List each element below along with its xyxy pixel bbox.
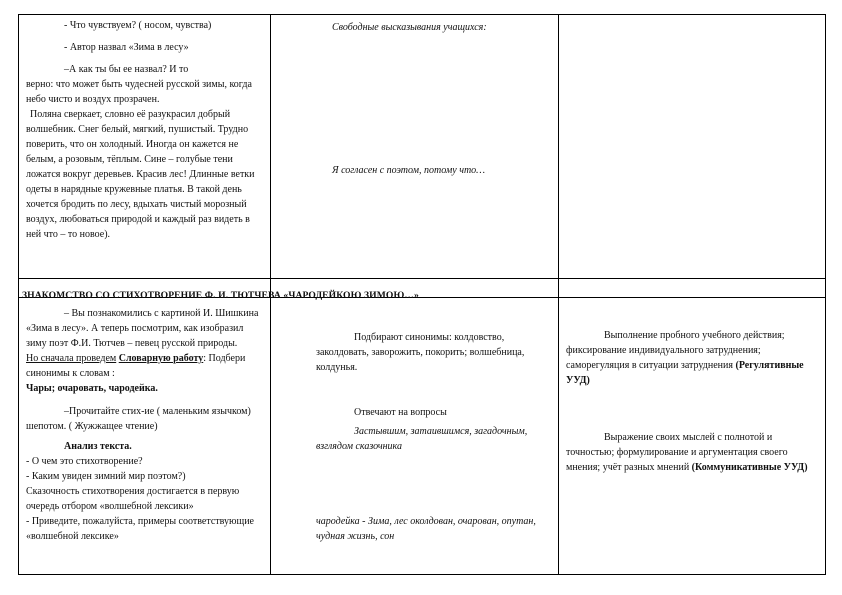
table-border-right: [825, 14, 826, 575]
uud-regulatory-text: [566, 328, 818, 388]
table-border-bottom: [18, 574, 826, 575]
row1-teacher-cell: [26, 18, 262, 242]
students-agree-statement: Я согласен с поэтом, потому что…: [332, 165, 486, 176]
vocab-intro: Но сначала проведем: [26, 353, 117, 364]
uud-communicative-desc: Выражение своих мыслей с полнотой и точностью; формулирование и аргументация своего мнения; учёт разных мнений: [566, 432, 788, 473]
students-answer: Застывшим, затаившимся, загадочным, взглядом сказочника: [316, 426, 528, 452]
teacher-forest-description: Полянa сверкает, словно её разукрасил добрый волшебник. Снег белый, мягкий, пушистый. Трудно поверить, что он холодный. Иногда он кажется не белым, а розовым, тёплым. Сине – голубые тени ложатся вокруг деревьев. Красив лес! Длинные ветки одеты в нарядные кружевные платья. В такой день хочется бродить по лесу, вдыхать чистый морозный воздух, любоваться природой и каждый раз видеть в ней что – то новое).: [26, 109, 255, 240]
row1-students-cell: [294, 20, 544, 178]
students-lexicon-examples: чародейка - Зима, лес околдован, очарован, опутан, чудная жизнь, сон: [316, 516, 536, 542]
vocab-instruction: : Подбери синонимы к словам :: [26, 353, 246, 379]
teacher-winter-text: верно: что может быть чудесней русской зимы, когда небо чисто и воздух прозрачен.: [26, 79, 252, 105]
row-divider-top: [18, 278, 826, 279]
teacher-vocab-words: Чары; очаровать, чародейка.: [26, 383, 158, 394]
uud-regulatory-tag: (Регулятивные УУД): [566, 360, 804, 386]
lesson-plan-table: [18, 14, 826, 575]
teacher-analysis-title: Анализ текста.: [64, 441, 132, 452]
students-synonyms: Подбирают синонимы: колдовство, заколдовать, заворожить, покорить; волшебница, колдунья.: [316, 332, 525, 373]
uud-communicative-tag: (Коммуникативные УУД): [691, 462, 808, 473]
section-title: ЗНАКОМСТВО СО СТИХОТВОРЕНИЕ Ф. И. ТЮТЧЕВА «ЧАРОДЕЙКОЮ ЗИМОЮ…»: [22, 290, 419, 301]
teacher-question-feelings: - Что чувствуем? ( носом, чувства): [64, 20, 212, 31]
teacher-question-world: - Каким увиден зимний мир поэтом?): [26, 471, 186, 482]
row2-teacher-cell: [26, 306, 264, 544]
column-divider-2: [558, 14, 559, 575]
students-answer-title: Отвечают на вопросы: [354, 407, 447, 418]
uud-communicative-text: [566, 430, 818, 475]
uud-regulatory-desc: Выполнение пробного учебного действия; фиксирование индивидуального затруднения; саморегуляция в ситуации затруднения: [566, 330, 785, 371]
teacher-vocabulary-task: [26, 351, 264, 381]
table-border-left: [18, 14, 19, 575]
teacher-intro: – Вы познакомились с картиной И. Шишкина «Зима в лесу». А теперь посмотрим, как изобразил зиму поэт Ф.И. Тютчев – певец русской природы.: [26, 308, 259, 349]
teacher-fairy-lexicon: Сказочность стихотворения достигается в первую очередь отбором «волшебной лексики»: [26, 486, 240, 512]
teacher-author-title: - Автор назвал «Зима в лесу»: [64, 42, 189, 53]
row2-uud-cell: [566, 328, 818, 475]
table-border-top: [18, 14, 826, 15]
students-free-statements: Свободные высказывания учащихся:: [332, 22, 487, 33]
row2-students-cell: [316, 330, 550, 544]
teacher-question-name: –А как ты бы ее назвал? И то: [64, 64, 189, 75]
teacher-question-about: - О чем это стихотворение?: [26, 456, 143, 467]
vocab-work-label: Словарную работу: [118, 353, 204, 364]
teacher-examples-request: - Приведите, пожалуйста, примеры соответствующие «волшебной лексике»: [26, 516, 254, 542]
teacher-reading-task: –Прочитайте стих-ие ( маленьким язычком) шепотом. ( Жужжащее чтение): [26, 406, 251, 432]
